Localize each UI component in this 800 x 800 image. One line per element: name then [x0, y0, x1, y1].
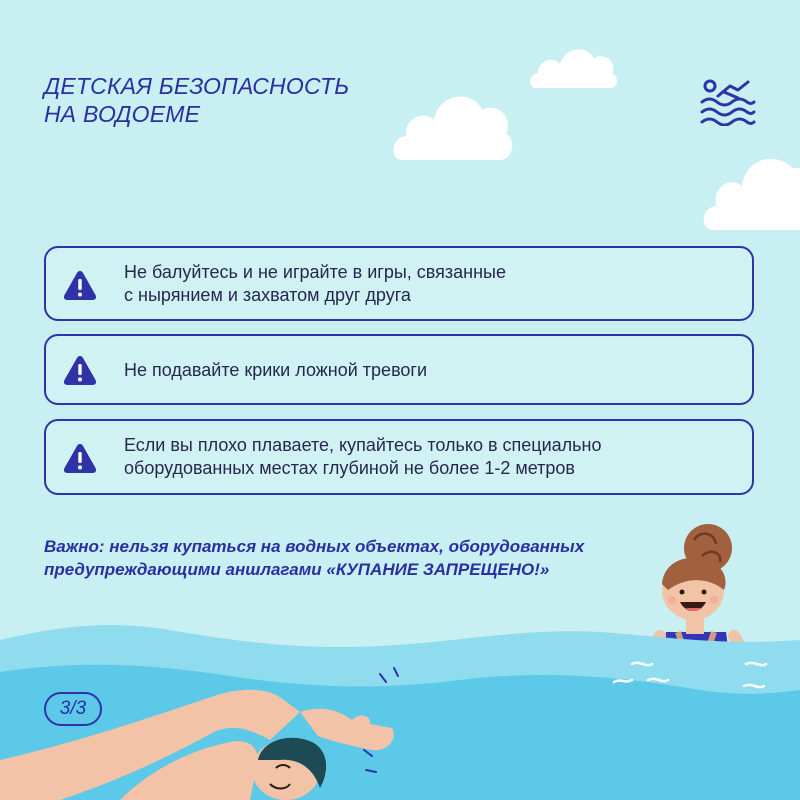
rule-line: оборудованных местах глубиной не более 1-2 метров	[124, 458, 575, 478]
page-indicator: 3/3	[44, 692, 102, 726]
rule-line: Если вы плохо плаваете, купайтесь только в специально	[124, 435, 602, 455]
important-line: Важно: нельзя купаться на водных объектах, оборудованных	[44, 537, 585, 556]
title-line: НА ВОДОЕМЕ	[44, 101, 201, 127]
rule-line: Не балуйтесь и не играйте в игры, связанные	[124, 262, 506, 282]
rule-line: с нырянием и захватом друг друга	[124, 285, 411, 305]
title-line: ДЕТСКАЯ БЕЗОПАСНОСТЬ	[44, 73, 350, 99]
rule-line: Не подавайте крики ложной тревоги	[124, 360, 428, 380]
important-line: предупреждающими аншлагами «КУПАНИЕ ЗАПРЕЩЕНО!»	[44, 560, 550, 579]
